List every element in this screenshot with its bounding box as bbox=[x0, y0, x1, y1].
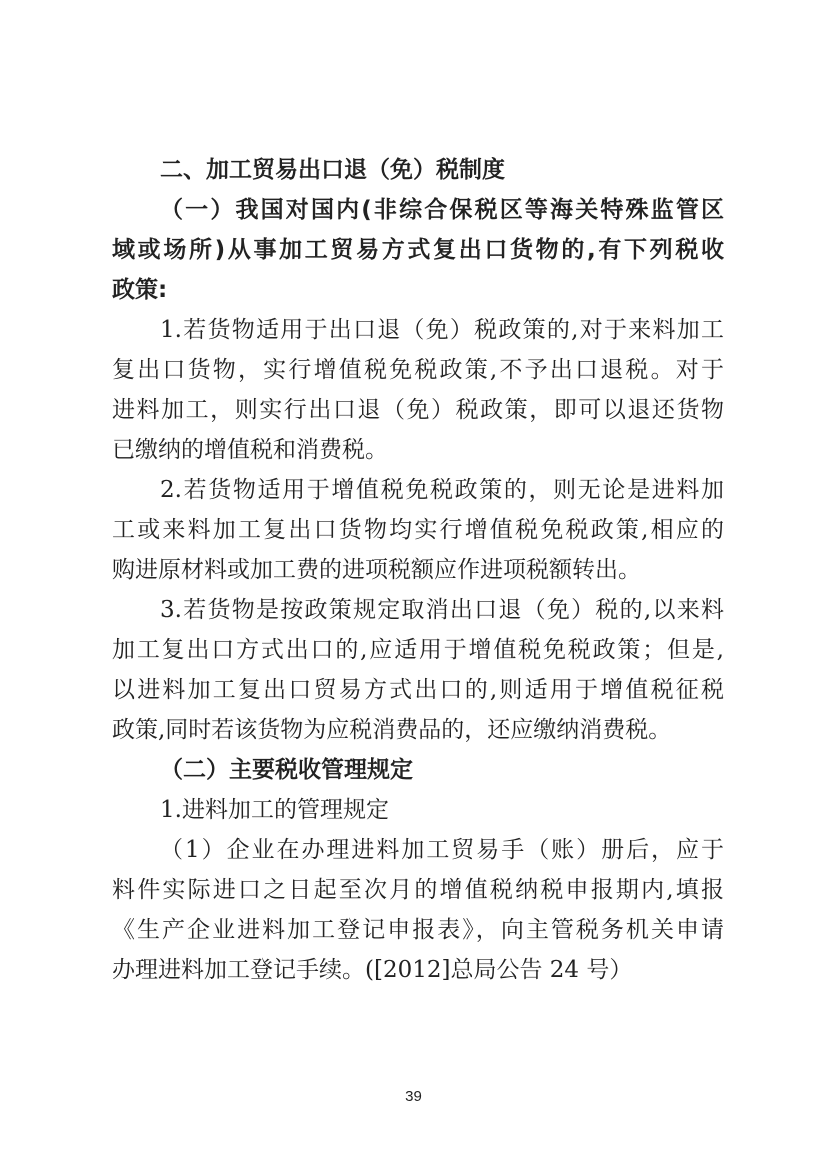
paragraph-4 bbox=[112, 830, 724, 990]
paragraph-4-line-3: 《生产企业进料加工登记申报表》，向主管税务机关申请 bbox=[112, 917, 724, 943]
paragraph-4-line-4: 办理进料加工登记手续。([2012]总局公告 24 号） bbox=[112, 957, 633, 983]
section-heading: 二、加工贸易出口退（免）税制度 bbox=[160, 157, 505, 183]
page-number: 39 bbox=[405, 1088, 422, 1105]
paragraph-3-line-3: 以进料加工复出口贸易方式出口的,则适用于增值税征税 bbox=[112, 677, 724, 703]
subsection-2-heading: （二）主要税收管理规定 bbox=[160, 757, 413, 783]
paragraph-2-line-1: 2.若货物适用于增值税免税政策的，则无论是进料加 bbox=[160, 477, 724, 503]
paragraph-3-line-1: 3.若货物是按政策规定取消出口退（免）税的,以来料 bbox=[160, 597, 724, 623]
paragraph-3 bbox=[112, 590, 724, 750]
document-page bbox=[112, 150, 724, 990]
paragraph-3-line-2: 加工复出口方式出口的,应适用于增值税免税政策；但是, bbox=[112, 637, 724, 663]
paragraph-3-line-4: 政策,同时若该货物为应税消费品的，还应缴纳消费税。 bbox=[112, 717, 672, 743]
paragraph-2-line-3: 购进原材料或加工费的进项税额应作进项税额转出。 bbox=[112, 557, 641, 583]
paragraph-1-line-3: 进料加工，则实行出口退（免）税政策，即可以退还货物 bbox=[112, 397, 724, 423]
paragraph-1-line-2: 复出口货物，实行增值税免税政策,不予出口退税。对于 bbox=[112, 357, 724, 383]
paragraph-1-line-1: 1.若货物适用于出口退（免）税政策的,对于来料加工 bbox=[160, 317, 724, 343]
paragraph-4-line-1: （1）企业在办理进料加工贸易手（账）册后，应于 bbox=[160, 837, 724, 863]
paragraph-2 bbox=[112, 470, 724, 590]
paragraph-2-line-2: 工或来料加工复出口货物均实行增值税免税政策,相应的 bbox=[112, 517, 724, 543]
paragraph-1-line-4: 已缴纳的增值税和消费税。 bbox=[112, 437, 388, 463]
subsection-1-line-1: （一）我国对国内(非综合保税区等海关特殊监管区 bbox=[160, 197, 724, 223]
subsection-1-line-3: 政策: bbox=[112, 277, 168, 303]
subsection-1 bbox=[112, 190, 724, 310]
subsection-1-line-2: 域或场所)从事加工贸易方式复出口货物的,有下列税收 bbox=[112, 237, 724, 263]
item-1-title: 1.进料加工的管理规定 bbox=[160, 797, 389, 823]
paragraph-4-line-2: 料件实际进口之日起至次月的增值税纳税申报期内,填报 bbox=[112, 877, 724, 903]
paragraph-1 bbox=[112, 310, 724, 470]
